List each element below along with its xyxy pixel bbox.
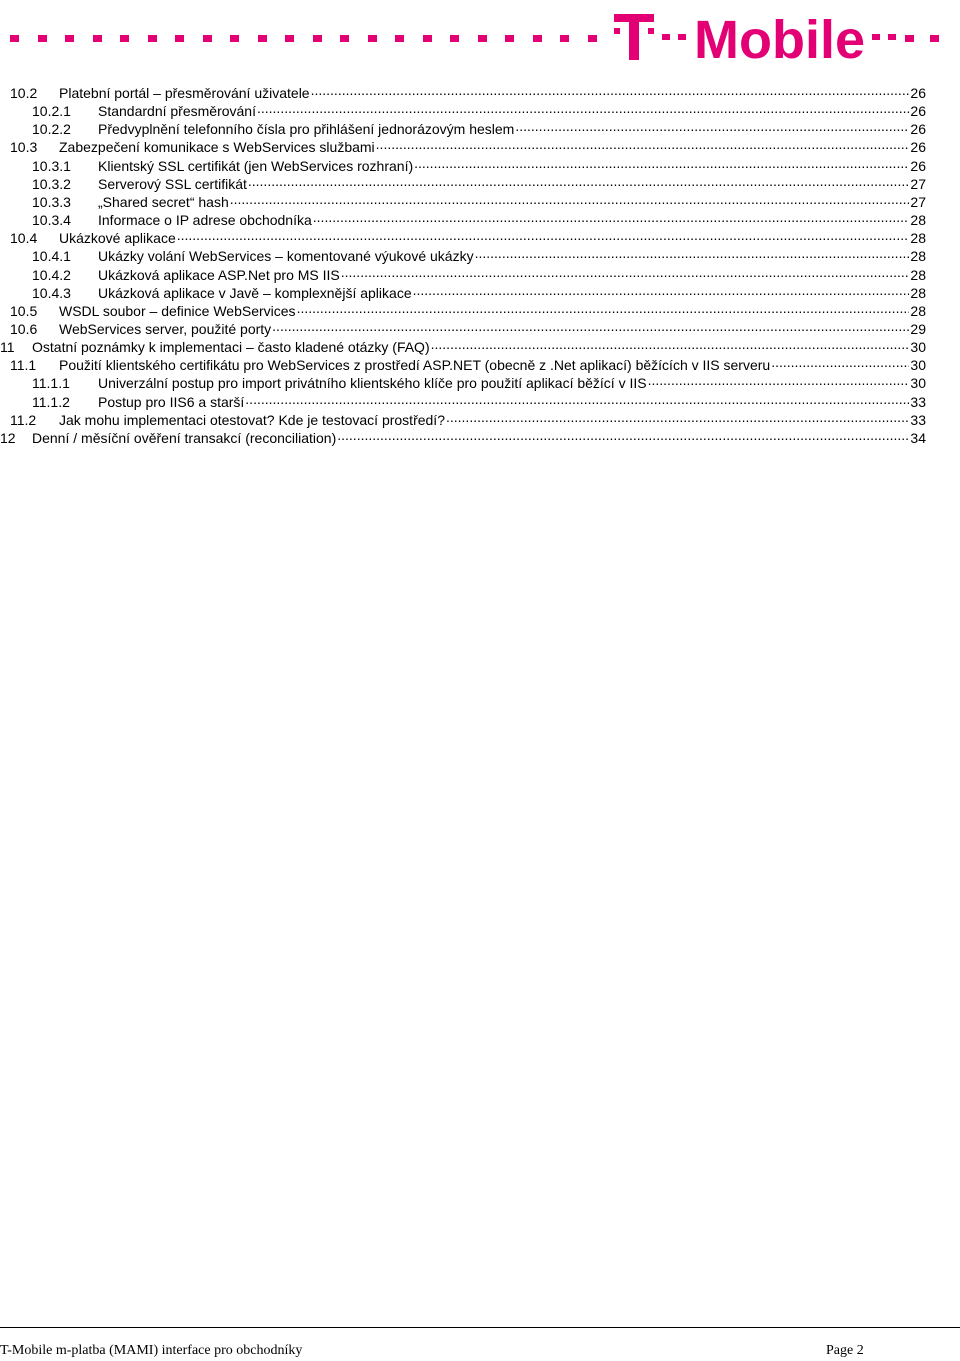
toc-entry-page: 33 — [910, 393, 926, 410]
toc-entry-page: 33 — [910, 411, 926, 428]
toc-entry-page: 28 — [910, 302, 926, 319]
toc-entry[interactable] — [10, 134, 926, 156]
toc-entry[interactable] — [10, 407, 926, 428]
toc-entry-page: 34 — [910, 429, 926, 446]
toc-entry-number: 10.6 — [10, 320, 38, 337]
toc-entry[interactable] — [32, 98, 926, 120]
toc-entry-number: 10.4 — [10, 230, 38, 247]
toc-entry-number: 10.4.1 — [32, 248, 71, 265]
toc-entry-number: 10.3.3 — [32, 193, 71, 210]
footer-page-number: Page 2 — [826, 1343, 864, 1358]
toc-entry-number: 10.2.1 — [32, 103, 71, 120]
toc-entry-title: Serverový SSL certifikát — [98, 175, 247, 192]
toc-dot-leader — [431, 334, 910, 352]
toc-entry-number: 11.1 — [10, 357, 37, 374]
toc-entry-number: 11.1.2 — [32, 393, 70, 410]
brand-dot — [423, 35, 432, 42]
toc-dot-leader — [245, 389, 909, 407]
toc-entry-number: 12 — [0, 429, 16, 446]
toc-entry-number: 11 — [0, 339, 15, 356]
toc-entry-page: 28 — [910, 248, 926, 265]
brand-dot — [395, 35, 404, 42]
brand-dot — [905, 35, 914, 42]
toc-dot-leader — [230, 189, 910, 207]
toc-entry-page: 27 — [910, 193, 926, 210]
toc-dot-leader — [376, 134, 910, 152]
brand-dot — [203, 35, 212, 42]
toc-entry-title: Jak mohu implementaci otestovat? Kde je testovací prostředí? — [59, 411, 445, 428]
toc-entry-title: „Shared secret“ hash — [98, 193, 229, 210]
brand-dot — [93, 35, 102, 42]
toc-entry-page: 28 — [910, 266, 926, 283]
toc-entry-title: Ostatní poznámky k implementaci – často kladené otázky (FAQ) — [32, 339, 430, 356]
toc-entry[interactable] — [32, 280, 926, 301]
brand-dot — [258, 35, 267, 42]
brand-dot — [560, 35, 569, 42]
toc-entry[interactable] — [10, 316, 926, 337]
toc-dot-leader — [414, 153, 909, 171]
toc-entry[interactable] — [32, 370, 926, 392]
toc-entry-number: 10.3.4 — [32, 212, 71, 229]
toc-entry-page: 28 — [910, 230, 926, 247]
toc-entry-number: 10.3.2 — [32, 175, 71, 192]
toc-entry-number: 11.1.1 — [32, 375, 70, 392]
toc-entry-number: 11.2 — [10, 411, 37, 428]
brand-dot — [120, 35, 129, 42]
toc-dot-leader — [311, 80, 910, 98]
toc-entry-title: Ukázky volání WebServices – komentované výukové ukázky — [98, 248, 474, 265]
toc-entry-number: 10.3.1 — [32, 157, 71, 174]
toc-entry-title: Předvyplnění telefonního čísla pro přihlášení jednorázovým heslem — [98, 121, 515, 138]
toc-dot-leader — [337, 425, 909, 443]
toc-entry-title: Standardní přesměrování — [98, 103, 256, 120]
toc-entry-page: 27 — [910, 175, 926, 192]
toc-entry-page: 26 — [910, 121, 926, 138]
toc-entry-number: 10.3 — [10, 139, 38, 156]
brand-dot — [313, 35, 322, 42]
toc-dot-leader — [341, 262, 910, 280]
brand-dot — [65, 35, 74, 42]
toc-entry[interactable] — [10, 298, 926, 319]
brand-dot — [148, 35, 157, 42]
toc-entry-title: Klientský SSL certifikát (jen WebServices rozhraní) — [98, 157, 414, 174]
brand-dot — [533, 35, 542, 42]
brand-dot — [368, 35, 377, 42]
brand-dot — [505, 35, 514, 42]
brand-dot — [478, 35, 487, 42]
toc-entry-title: Ukázková aplikace ASP.Net pro MS IIS — [98, 266, 340, 283]
toc-entry-title: Ukázkové aplikace — [59, 230, 176, 247]
toc-entry[interactable] — [32, 262, 926, 283]
toc-entry-page: 26 — [910, 157, 926, 174]
toc-entry[interactable] — [32, 243, 926, 265]
toc-entry-page: 26 — [910, 139, 926, 156]
toc-entry-title: Univerzální postup pro import privátního klientského klíče pro použití aplikací běžící v IIS — [98, 375, 647, 392]
toc-entry[interactable] — [32, 116, 926, 138]
toc-entry-page: 28 — [910, 212, 926, 229]
brand-dot — [230, 35, 239, 42]
toc-entry-number: 10.2.2 — [32, 121, 71, 138]
toc-entry[interactable] — [32, 389, 926, 410]
toc-entry-number: 10.2 — [10, 85, 38, 101]
toc-entry-page: 30 — [910, 357, 926, 374]
toc-entry[interactable] — [32, 153, 926, 174]
toc-entry-number: 10.5 — [10, 302, 38, 319]
page-header — [0, 0, 960, 70]
toc-entry[interactable] — [32, 207, 926, 229]
brand-dot — [175, 35, 184, 42]
toc-entry-page: 29 — [910, 320, 926, 337]
toc-entry-title: Postup pro IIS6 a starší — [98, 393, 245, 410]
brand-wordmark: Mobile — [694, 10, 865, 68]
brand-dot — [588, 35, 597, 42]
toc-entry[interactable] — [10, 80, 926, 101]
toc-entry-number: 10.4.3 — [32, 284, 71, 301]
toc-dot-leader — [648, 370, 910, 388]
toc-entry-page: 26 — [910, 103, 926, 120]
toc-dot-leader — [446, 407, 909, 425]
brand-dot — [10, 35, 19, 42]
footer-divider — [0, 1327, 960, 1328]
toc-dot-leader — [248, 171, 910, 189]
brand-dot — [450, 35, 459, 42]
toc-entry-title: Informace o IP adrese obchodníka — [98, 212, 312, 229]
toc-entry-title: Zabezpečení komunikace s WebServices službami — [59, 139, 375, 156]
toc-entry-page: 28 — [910, 284, 926, 301]
toc-dot-leader — [413, 280, 910, 298]
t-mobile-logo-icon — [612, 8, 897, 68]
toc-entry-title: Ukázková aplikace v Javě – komplexnější aplikace — [98, 284, 412, 301]
toc-entry-title: Platební portál – přesměrování uživatele — [59, 85, 310, 101]
brand-dot — [340, 35, 349, 42]
toc-dot-leader — [515, 116, 909, 134]
toc-entry-title: WSDL soubor – definice WebServices — [59, 302, 296, 319]
toc-entry[interactable] — [32, 171, 926, 192]
brand-dot — [38, 35, 47, 42]
toc-dot-leader — [177, 225, 910, 243]
toc-dot-leader — [297, 298, 910, 316]
toc-entry-title: WebServices server, použité porty — [59, 320, 272, 337]
brand-dot — [285, 35, 294, 42]
toc-dot-leader — [475, 243, 910, 261]
toc-entry-number: 10.4.2 — [32, 266, 71, 283]
brand-dot — [930, 35, 939, 42]
toc-entry[interactable] — [10, 352, 926, 374]
toc-entry[interactable] — [0, 425, 926, 446]
toc-dot-leader — [771, 352, 909, 370]
toc-dot-leader — [272, 316, 909, 334]
toc-dot-leader — [257, 98, 909, 116]
toc-entry-page: 30 — [910, 375, 926, 392]
toc-entry-title: Denní / měsíční ověření transakcí (reconciliation) — [32, 429, 337, 446]
t-mobile-logo-svg — [612, 8, 897, 68]
footer-title: T-Mobile m-platba (MAMI) interface pro obchodníky — [0, 1343, 303, 1358]
toc-entry-page: 30 — [910, 339, 926, 356]
toc-entry[interactable] — [0, 334, 926, 356]
toc-dot-leader — [313, 207, 910, 225]
toc-entry[interactable] — [32, 189, 926, 210]
toc-entry[interactable] — [10, 225, 926, 247]
toc-entry-title: Použití klientského certifikátu pro WebServices z prostředí ASP.NET (obecně z .Net aplikací) běžících v IIS serveru — [59, 357, 771, 374]
toc-entry-page: 26 — [910, 85, 926, 101]
